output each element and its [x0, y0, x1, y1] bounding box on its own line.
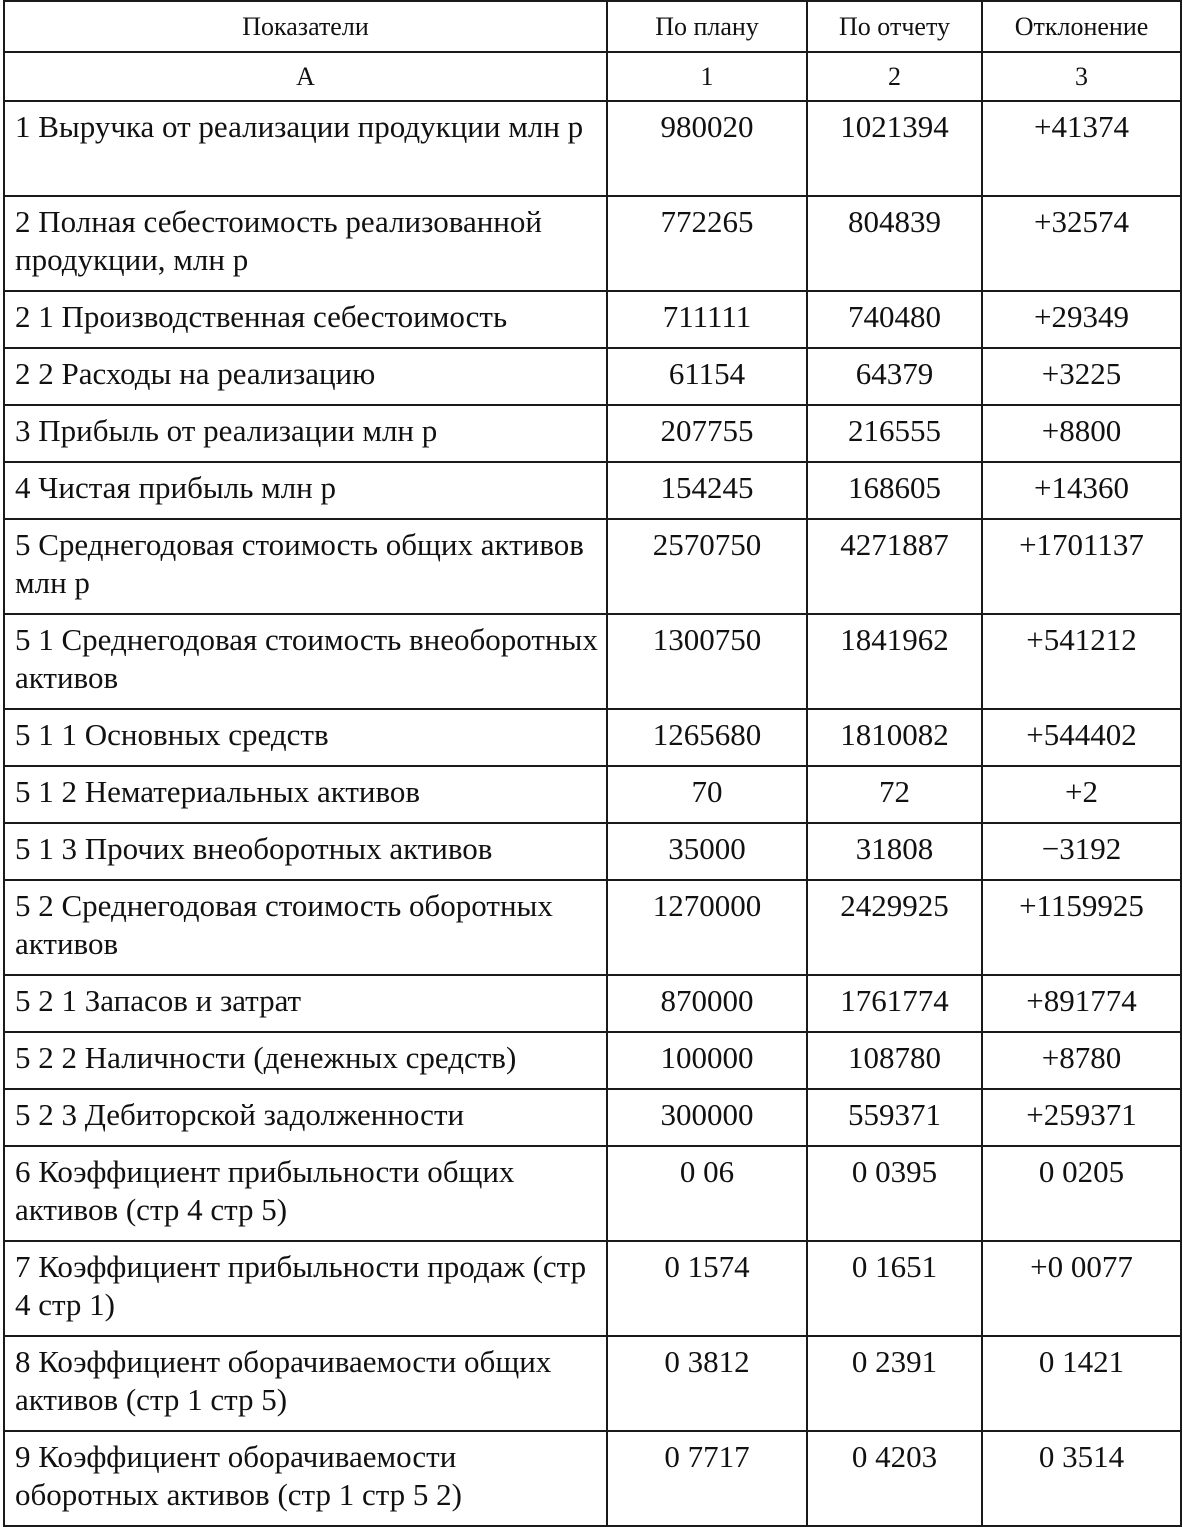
deviation-cell: +29349	[982, 291, 1181, 348]
deviation-cell: +8780	[982, 1032, 1181, 1089]
table-row	[4, 101, 1181, 196]
indicator-cell: 4 Чистая прибыль млн р	[4, 462, 607, 519]
subheader-2: 2	[807, 52, 982, 101]
actual-cell: 1810082	[807, 709, 982, 766]
plan-cell: 1265680	[607, 709, 807, 766]
deviation-cell: +544402	[982, 709, 1181, 766]
indicator-cell: 5 2 Среднегодовая стоимость оборотных активов	[4, 880, 607, 975]
deviation-cell: +2	[982, 766, 1181, 823]
header-row	[4, 1, 1181, 52]
actual-cell: 168605	[807, 462, 982, 519]
actual-cell: 2429925	[807, 880, 982, 975]
deviation-cell: −3192	[982, 823, 1181, 880]
deviation-cell: +1701137	[982, 519, 1181, 614]
indicator-cell: 5 2 1 Запасов и затрат	[4, 975, 607, 1032]
actual-cell: 559371	[807, 1089, 982, 1146]
indicator-cell: 5 Среднегодовая стоимость общих активов млн р	[4, 519, 607, 614]
deviation-cell: 0 0205	[982, 1146, 1181, 1241]
plan-cell: 0 7717	[607, 1431, 807, 1526]
table-row	[4, 823, 1181, 880]
plan-cell: 711111	[607, 291, 807, 348]
indicator-cell: 5 2 3 Дебиторской задолженности	[4, 1089, 607, 1146]
deviation-cell: +32574	[982, 196, 1181, 291]
table-row	[4, 709, 1181, 766]
actual-cell: 108780	[807, 1032, 982, 1089]
subheader-3: 3	[982, 52, 1181, 101]
table-row	[4, 614, 1181, 709]
table-row	[4, 462, 1181, 519]
column-number-row	[4, 52, 1181, 101]
indicator-cell: 2 2 Расходы на реализацию	[4, 348, 607, 405]
actual-cell: 740480	[807, 291, 982, 348]
plan-cell: 0 06	[607, 1146, 807, 1241]
deviation-cell: +1159925	[982, 880, 1181, 975]
actual-cell: 72	[807, 766, 982, 823]
deviation-cell: 0 1421	[982, 1336, 1181, 1431]
indicator-cell: 9 Коэффициент оборачиваемости оборотных активов (стр 1 стр 5 2)	[4, 1431, 607, 1526]
plan-cell: 0 1574	[607, 1241, 807, 1336]
plan-cell: 2570750	[607, 519, 807, 614]
table-row	[4, 1146, 1181, 1241]
plan-cell: 35000	[607, 823, 807, 880]
table-row	[4, 1241, 1181, 1336]
header-indicators: Показатели	[4, 1, 607, 52]
deviation-cell: +14360	[982, 462, 1181, 519]
plan-cell: 61154	[607, 348, 807, 405]
actual-cell: 804839	[807, 196, 982, 291]
plan-cell: 980020	[607, 101, 807, 196]
plan-cell: 300000	[607, 1089, 807, 1146]
subheader-1: 1	[607, 52, 807, 101]
financial-indicators-table	[3, 0, 1182, 1527]
indicator-cell: 5 1 Среднегодовая стоимость внеоборотных активов	[4, 614, 607, 709]
deviation-cell: +41374	[982, 101, 1181, 196]
header-plan: По плану	[607, 1, 807, 52]
actual-cell: 0 0395	[807, 1146, 982, 1241]
table-row	[4, 348, 1181, 405]
actual-cell: 1841962	[807, 614, 982, 709]
table-row	[4, 1032, 1181, 1089]
actual-cell: 1761774	[807, 975, 982, 1032]
table-row	[4, 291, 1181, 348]
actual-cell: 64379	[807, 348, 982, 405]
table-row	[4, 1336, 1181, 1431]
table-body	[4, 101, 1181, 1526]
deviation-cell: 0 3514	[982, 1431, 1181, 1526]
plan-cell: 154245	[607, 462, 807, 519]
table-row	[4, 405, 1181, 462]
table-row	[4, 519, 1181, 614]
header-actual: По отчету	[807, 1, 982, 52]
actual-cell: 0 2391	[807, 1336, 982, 1431]
actual-cell: 0 4203	[807, 1431, 982, 1526]
indicator-cell: 5 1 3 Прочих внеоборотных активов	[4, 823, 607, 880]
deviation-cell: +0 0077	[982, 1241, 1181, 1336]
actual-cell: 216555	[807, 405, 982, 462]
deviation-cell: +891774	[982, 975, 1181, 1032]
deviation-cell: +541212	[982, 614, 1181, 709]
actual-cell: 0 1651	[807, 1241, 982, 1336]
plan-cell: 100000	[607, 1032, 807, 1089]
table-row	[4, 766, 1181, 823]
indicator-cell: 7 Коэффициент прибыльности продаж (стр 4 стр 1)	[4, 1241, 607, 1336]
plan-cell: 1270000	[607, 880, 807, 975]
indicator-cell: 5 2 2 Наличности (денежных средств)	[4, 1032, 607, 1089]
plan-cell: 1300750	[607, 614, 807, 709]
indicator-cell: 6 Коэффициент прибыльности общих активов (стр 4 стр 5)	[4, 1146, 607, 1241]
plan-cell: 207755	[607, 405, 807, 462]
indicator-cell: 2 Полная себестоимость реализованной продукции, млн р	[4, 196, 607, 291]
plan-cell: 70	[607, 766, 807, 823]
indicator-cell: 3 Прибыль от реализации млн р	[4, 405, 607, 462]
table-row	[4, 1431, 1181, 1526]
deviation-cell: +3225	[982, 348, 1181, 405]
plan-cell: 772265	[607, 196, 807, 291]
plan-cell: 0 3812	[607, 1336, 807, 1431]
indicator-cell: 1 Выручка от реализации продукции млн р	[4, 101, 607, 196]
table-row	[4, 880, 1181, 975]
header-deviation: Отклонение	[982, 1, 1181, 52]
indicator-cell: 5 1 1 Основных средств	[4, 709, 607, 766]
actual-cell: 1021394	[807, 101, 982, 196]
indicator-cell: 8 Коэффициент оборачиваемости общих активов (стр 1 стр 5)	[4, 1336, 607, 1431]
plan-cell: 870000	[607, 975, 807, 1032]
deviation-cell: +8800	[982, 405, 1181, 462]
table-row	[4, 196, 1181, 291]
indicator-cell: 5 1 2 Нематериальных активов	[4, 766, 607, 823]
table-row	[4, 1089, 1181, 1146]
subheader-a: А	[4, 52, 607, 101]
actual-cell: 31808	[807, 823, 982, 880]
deviation-cell: +259371	[982, 1089, 1181, 1146]
table-row	[4, 975, 1181, 1032]
actual-cell: 4271887	[807, 519, 982, 614]
indicator-cell: 2 1 Производственная себестоимость	[4, 291, 607, 348]
